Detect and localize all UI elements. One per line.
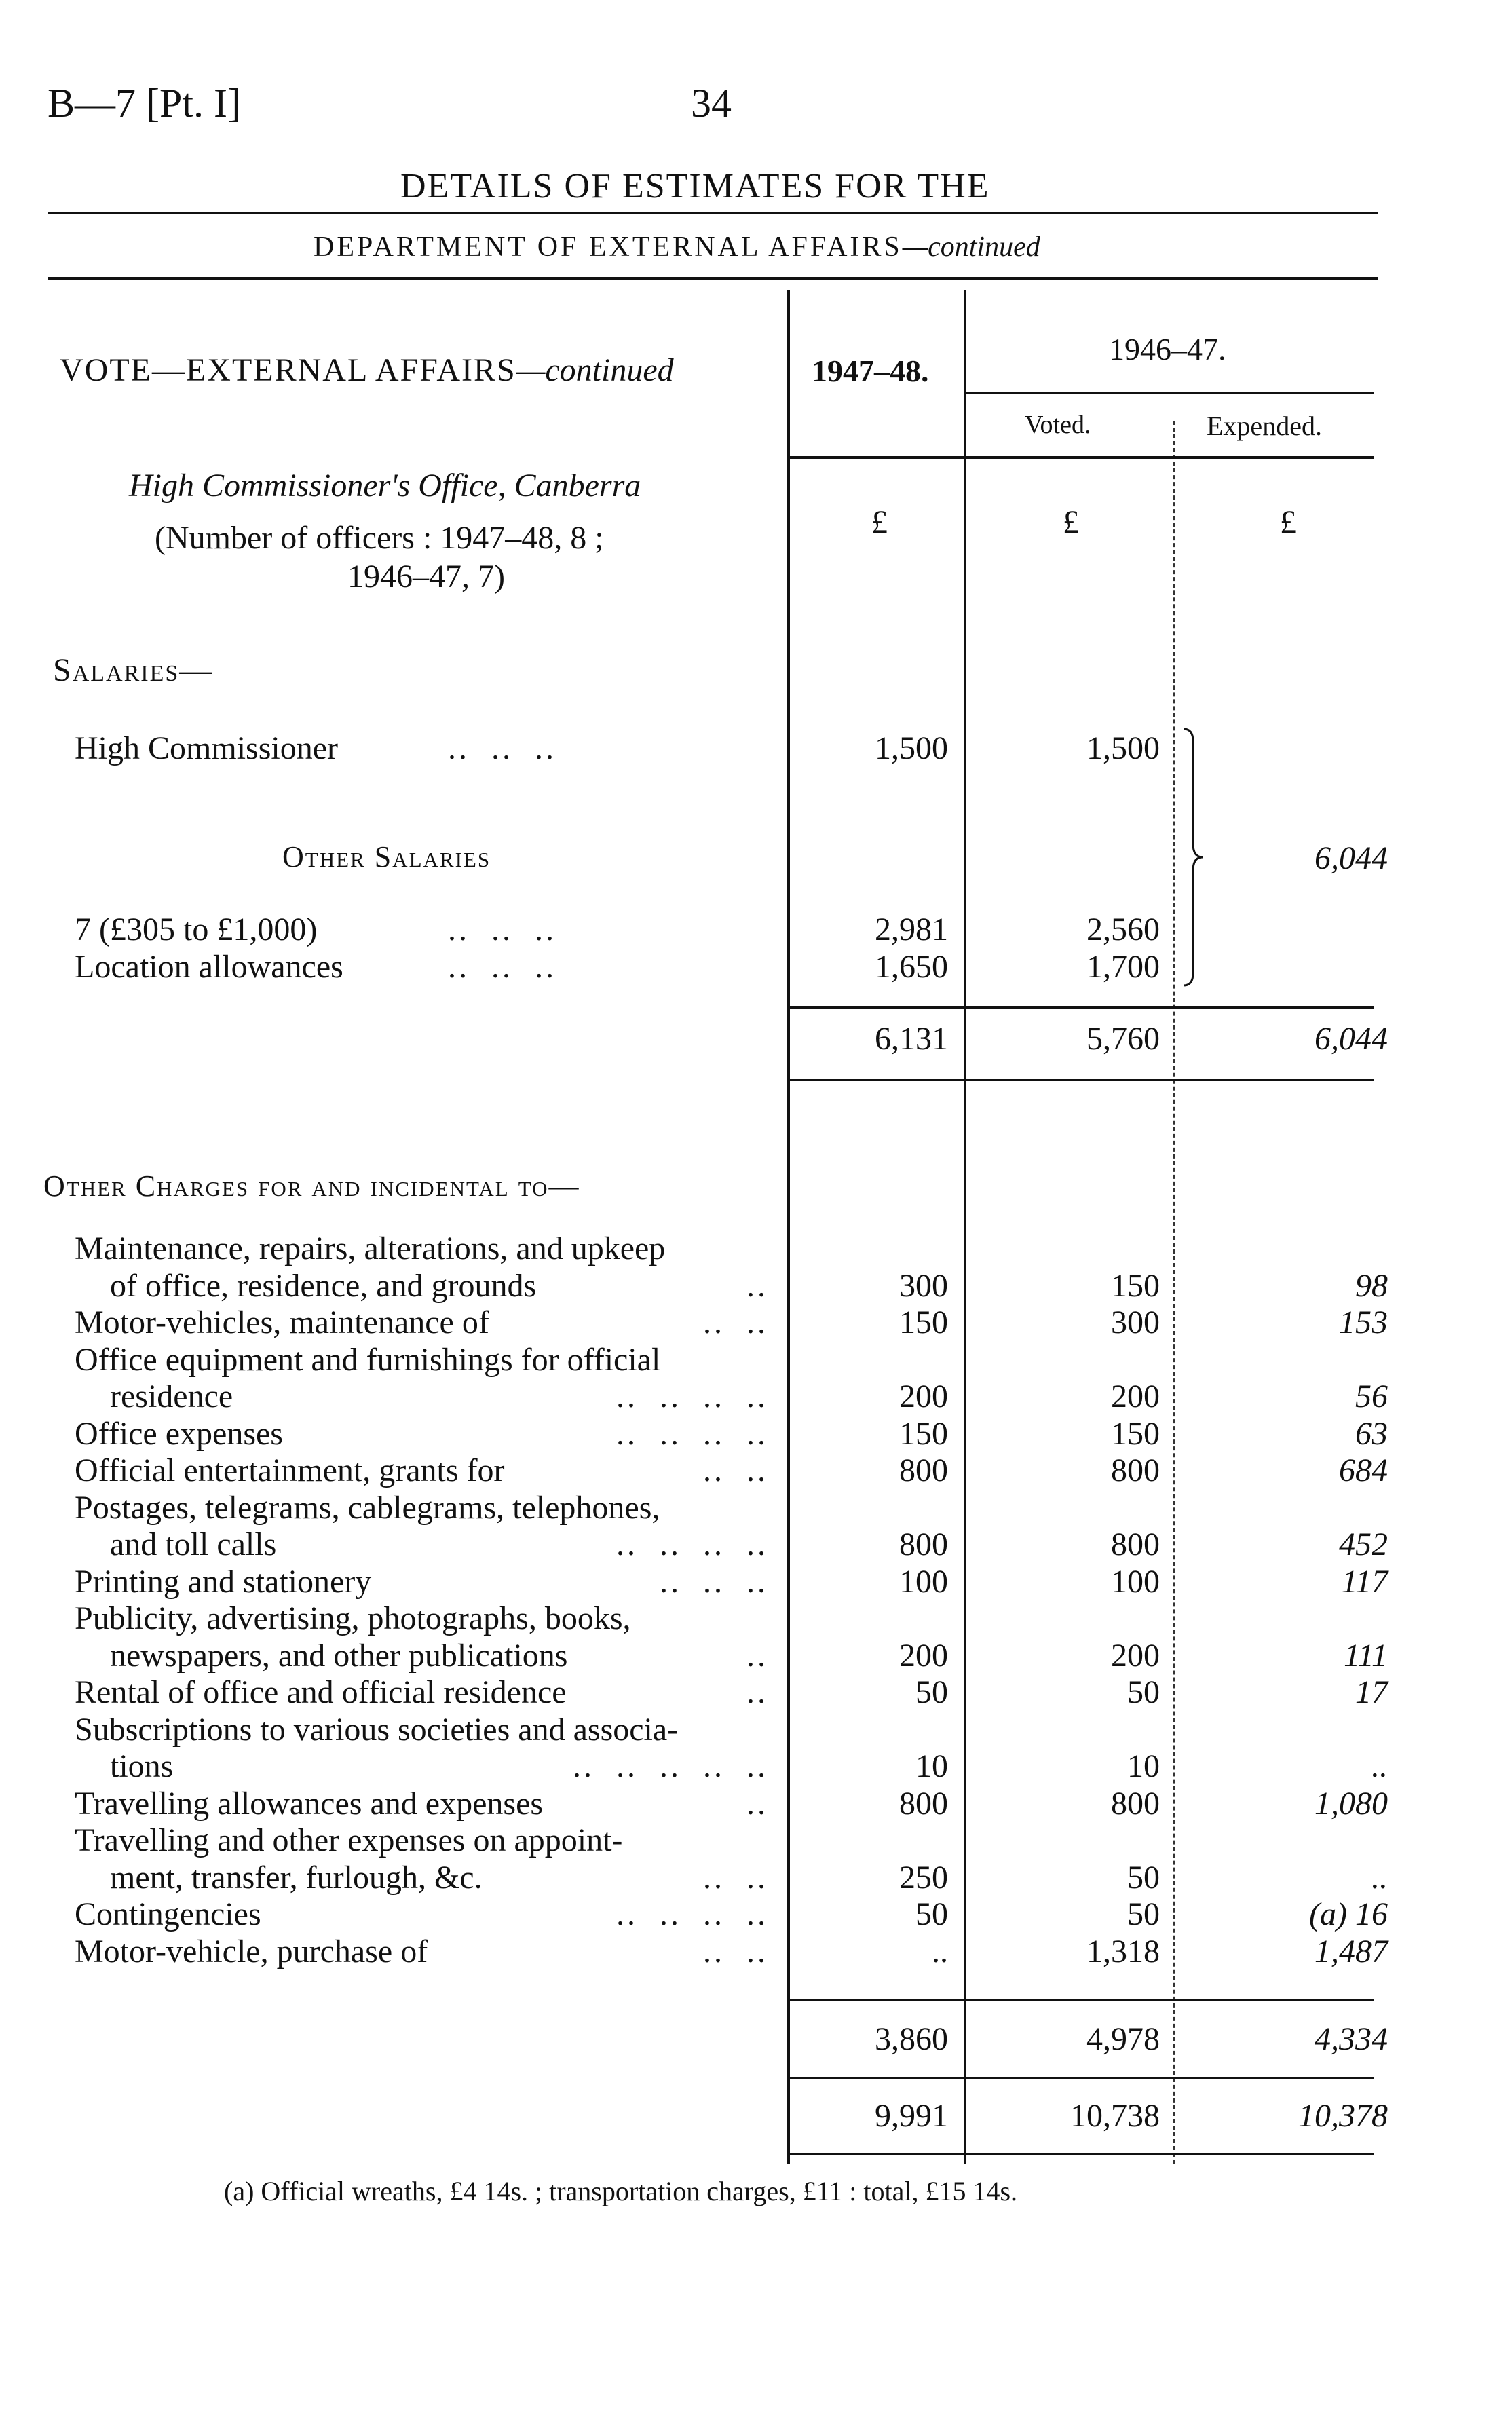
- charge-voted: 1,318: [1086, 1933, 1160, 1970]
- charge-label: of office, residence, and grounds: [110, 1267, 537, 1304]
- charge-label: Official entertainment, grants for: [75, 1452, 505, 1488]
- salary-voted: 1,700: [1086, 949, 1160, 985]
- charge-expended: 56: [1355, 1378, 1388, 1414]
- other-salaries-heading: Other Salaries: [282, 840, 491, 873]
- subtitle-suffix: —continued: [902, 231, 1040, 263]
- charge-1947-48: 200: [899, 1637, 948, 1674]
- charge-label: Office equipment and furnishings for official: [75, 1341, 661, 1378]
- subtitle-main: DEPARTMENT OF EXTERNAL AFFAIRS: [314, 231, 903, 263]
- charge-label: Office expenses: [75, 1415, 283, 1452]
- charge-1947-48: 800: [899, 1452, 948, 1488]
- charge-expended: 98: [1355, 1267, 1388, 1304]
- charge-voted: 800: [1111, 1526, 1160, 1562]
- salary-label-high-commissioner: High Commissioner: [75, 730, 339, 766]
- salaries-brace: [1181, 725, 1208, 990]
- charge-1947-48: 250: [899, 1859, 948, 1896]
- salary-leader-dots: .. .. ..: [448, 949, 556, 985]
- charge-1947-48: 150: [899, 1415, 948, 1452]
- vote-label: [60, 352, 674, 389]
- officers-count-line-1: (Number of officers : 1947–48, 8 ;: [155, 520, 604, 556]
- salary-voted: 2,560: [1086, 911, 1160, 947]
- salary-leader-dots: .. .. ..: [448, 730, 556, 766]
- salary-label-officers: 7 (£305 to £1,000): [75, 911, 318, 947]
- charge-label: Maintenance, repairs, alterations, and upkeep: [75, 1230, 666, 1266]
- column-header-voted: Voted.: [1025, 411, 1091, 439]
- salary-1947-48: 1,500: [875, 730, 948, 766]
- charge-expended: ..: [1372, 1859, 1388, 1896]
- charges-total-bottom-rule: [790, 2077, 1374, 2079]
- charge-1947-48: ..: [932, 1933, 948, 1970]
- charge-label: ment, transfer, furlough, &c.: [110, 1859, 483, 1896]
- charges-total-rule: [790, 1999, 1374, 2001]
- subtitle-rule: [48, 277, 1378, 280]
- charge-voted: 50: [1127, 1859, 1160, 1896]
- table-rule-left: [787, 290, 790, 2164]
- charge-label: residence: [110, 1378, 233, 1414]
- office-name: High Commissioner's Office, Canberra: [129, 468, 641, 504]
- charge-label: Travelling and other expenses on appoint-: [75, 1822, 623, 1858]
- charge-1947-48: 150: [899, 1304, 948, 1340]
- charge-leader-dots: ..: [746, 1267, 768, 1304]
- salaries-total-expended: 6,044: [1315, 1021, 1388, 1057]
- charges-total-voted: 4,978: [1086, 2021, 1160, 2057]
- charge-leader-dots: .. .. .. .. ..: [573, 1748, 768, 1784]
- charge-1947-48: 10: [915, 1748, 948, 1784]
- charge-voted: 50: [1127, 1674, 1160, 1710]
- column-group-1946-47: 1946–47.: [1109, 332, 1226, 366]
- charge-expended: 1,080: [1315, 1785, 1388, 1822]
- charges-total-1947-48: 3,860: [875, 2021, 948, 2057]
- salary-1947-48: 1,650: [875, 949, 948, 985]
- salary-1947-48: 2,981: [875, 911, 948, 947]
- charge-label: Contingencies: [75, 1896, 261, 1932]
- charge-voted: 100: [1111, 1563, 1160, 1600]
- charge-label: Travelling allowances and expenses: [75, 1785, 544, 1822]
- officers-count-line-2: 1946–47, 7): [347, 559, 505, 595]
- charge-leader-dots: .. .. .. ..: [616, 1378, 768, 1414]
- charge-label: Motor-vehicle, purchase of: [75, 1933, 428, 1970]
- charge-1947-48: 300: [899, 1267, 948, 1304]
- salaries-total-bottom-rule: [790, 1079, 1374, 1081]
- charge-leader-dots: .. ..: [703, 1304, 768, 1340]
- grand-total-expended: 10,378: [1298, 2098, 1388, 2134]
- charge-label: Subscriptions to various societies and associa-: [75, 1711, 679, 1748]
- charge-expended: 63: [1355, 1415, 1388, 1452]
- page-subtitle: [314, 231, 1040, 263]
- charge-voted: 300: [1111, 1304, 1160, 1340]
- charge-1947-48: 800: [899, 1526, 948, 1562]
- salaries-total-rule: [790, 1006, 1374, 1009]
- column-header-1947-48: 1947–48.: [812, 354, 929, 388]
- column-group-rule: [966, 392, 1374, 394]
- salaries-total-voted: 5,760: [1086, 1021, 1160, 1057]
- unit-symbol-1947-48: £: [871, 504, 888, 540]
- page-title: DETAILS OF ESTIMATES FOR THE: [400, 167, 990, 206]
- charge-leader-dots: .. ..: [703, 1452, 768, 1488]
- charge-leader-dots: ..: [746, 1674, 768, 1710]
- charge-expended: 17: [1355, 1674, 1388, 1710]
- charge-1947-48: 50: [915, 1896, 948, 1932]
- salaries-heading: Salaries—: [53, 652, 214, 688]
- charge-leader-dots: .. .. .. ..: [616, 1526, 768, 1562]
- charge-expended: 452: [1339, 1526, 1388, 1562]
- charge-label: newspapers, and other publications: [110, 1637, 568, 1674]
- charge-1947-48: 50: [915, 1674, 948, 1710]
- charge-1947-48: 100: [899, 1563, 948, 1600]
- other-charges-heading: Other Charges for and incidental to—: [43, 1169, 580, 1203]
- salaries-total-1947-48: 6,131: [875, 1021, 948, 1057]
- charge-label: tions: [110, 1748, 174, 1784]
- charge-voted: 800: [1111, 1452, 1160, 1488]
- charge-leader-dots: ..: [746, 1785, 768, 1822]
- salary-voted: 1,500: [1086, 730, 1160, 766]
- charge-voted: 150: [1111, 1267, 1160, 1304]
- charge-voted: 50: [1127, 1896, 1160, 1932]
- charge-voted: 10: [1127, 1748, 1160, 1784]
- charge-expended: 684: [1339, 1452, 1388, 1488]
- salary-label-location-allowances: Location allowances: [75, 949, 343, 985]
- grand-total-bottom-rule: [790, 2153, 1374, 2155]
- column-header-rule: [790, 456, 1374, 459]
- charge-1947-48: 800: [899, 1785, 948, 1822]
- title-rule: [48, 212, 1378, 214]
- charge-label: Postages, telegrams, cablegrams, telephones,: [75, 1489, 660, 1526]
- charge-expended: ..: [1372, 1748, 1388, 1784]
- charge-expended: 117: [1341, 1563, 1388, 1600]
- document-reference: B—7 [Pt. I]: [48, 81, 241, 126]
- table-rule-dotted: [1173, 421, 1175, 2164]
- salary-leader-dots: .. .. ..: [448, 911, 556, 947]
- charge-expended: 153: [1339, 1304, 1388, 1340]
- charge-leader-dots: .. ..: [703, 1859, 768, 1896]
- charge-leader-dots: .. ..: [703, 1933, 768, 1970]
- unit-symbol-expended: £: [1280, 504, 1296, 540]
- charge-voted: 200: [1111, 1378, 1160, 1414]
- charge-expended: 111: [1344, 1637, 1388, 1674]
- charge-expended: 1,487: [1315, 1933, 1388, 1970]
- charge-label: Rental of office and official residence: [75, 1674, 567, 1710]
- charge-voted: 800: [1111, 1785, 1160, 1822]
- charge-label: and toll calls: [110, 1526, 277, 1562]
- charge-expended: (a) 16: [1309, 1896, 1388, 1932]
- unit-symbol-voted: £: [1063, 504, 1079, 540]
- table-rule-middle: [964, 290, 966, 2164]
- charge-leader-dots: .. .. ..: [660, 1563, 768, 1600]
- charge-leader-dots: .. .. .. ..: [616, 1415, 768, 1452]
- salaries-expended-bracketed: 6,044: [1315, 840, 1388, 876]
- footnote: (a) Official wreaths, £4 14s. ; transportation charges, £11 : total, £15 14s.: [224, 2176, 1018, 2206]
- charge-label: Printing and stationery: [75, 1563, 372, 1600]
- vote-label-main: VOTE—EXTERNAL AFFAIRS: [60, 352, 516, 388]
- charge-voted: 200: [1111, 1637, 1160, 1674]
- column-header-expended: Expended.: [1207, 411, 1322, 441]
- charge-1947-48: 200: [899, 1378, 948, 1414]
- grand-total-1947-48: 9,991: [875, 2098, 948, 2134]
- charge-voted: 150: [1111, 1415, 1160, 1452]
- charge-label: Publicity, advertising, photographs, books,: [75, 1600, 631, 1636]
- charge-leader-dots: .. .. .. ..: [616, 1896, 768, 1932]
- charge-label: Motor-vehicles, maintenance of: [75, 1304, 489, 1340]
- page-number: 34: [691, 81, 732, 126]
- grand-total-voted: 10,738: [1070, 2098, 1160, 2134]
- charge-leader-dots: ..: [746, 1637, 768, 1674]
- charges-total-expended: 4,334: [1315, 2021, 1388, 2057]
- vote-label-suffix: —continued: [516, 352, 674, 388]
